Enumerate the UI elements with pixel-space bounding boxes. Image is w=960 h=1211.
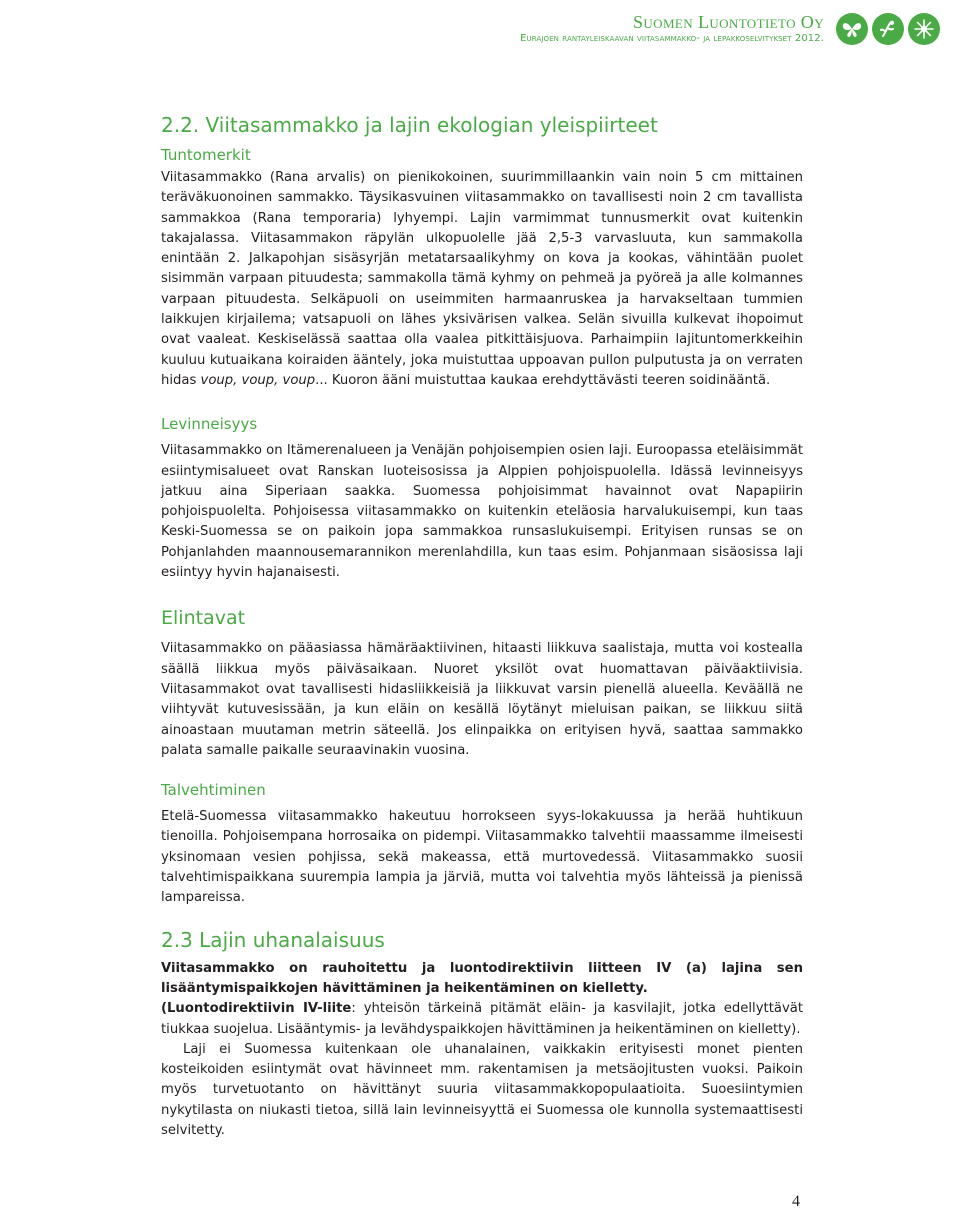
elintavat-paragraph: Viitasammakko on pääasiassa hämäräaktiivinen, hitaasti liikkuva saalistaja, mutta voi kostealla säällä liikkua myös päiväsaikaan. Nuoret yksilöt ovat huomattavan päiväaktiivisia. Viitasammakot ovat tavallisesti hidasliikkeisiä ja liikkuvat varsin pienellä alueella. Keväällä ne viihtyvät kutuvesissään, ja kun eläin on kesällä löytänyt mieluisan paikan, se liikkuu siitä ainoastaan muutaman metrin säteellä. Jos elinpaikka on erityisen hyvä, saattaa sammakko palata samalle paikalle seuraavinakin vuosina. bbox=[161, 641, 803, 758]
main-content bbox=[161, 112, 803, 1141]
report-subtitle: Eurajoen rantayleiskaavan viitasammakko- ja lepakkoselvitykset 2012. bbox=[520, 33, 824, 44]
levinneisyys-heading: Levinneisyys bbox=[161, 415, 258, 434]
elintavat-heading: Elintavat bbox=[161, 607, 246, 630]
protection-statement bbox=[161, 959, 803, 1000]
tuntomerkit-heading: Tuntomerkit bbox=[161, 146, 251, 164]
page-number: 4 bbox=[792, 1193, 800, 1210]
protection-bold-text: Viitasammakko on rauhoitettu ja luontodirektiivin liitteen IV (a) lajina sen lisääntymispaikkojen hävittäminen ja heikentäminen on kielletty. bbox=[161, 960, 803, 996]
flower-icon bbox=[908, 13, 940, 45]
tuntomerkit-paragraph bbox=[161, 168, 803, 391]
company-name: Suomen Luontotieto Oy bbox=[632, 12, 824, 32]
tuntomerkit-italic: voup, voup, voup bbox=[200, 372, 316, 388]
tuntomerkit-text-2: ... Kuoron ääni muistuttaa kaukaa erehdyttävästi teeren soidinääntä. bbox=[315, 372, 771, 388]
directive-note-text: : yhteisön tärkeinä pitämät eläin- ja kasvilajit, jotka edellyttävät tiukkaa suojelua. Lisääntymis- ja levähdyspaikkojen hävittäminen ja heikentäminen on kielletty). bbox=[161, 1001, 804, 1037]
directive-note bbox=[161, 999, 803, 1040]
frog-icon bbox=[872, 13, 904, 45]
page-header bbox=[520, 12, 940, 46]
butterfly-icon bbox=[836, 13, 868, 45]
talvehtiminen-heading: Talvehtiminen bbox=[161, 781, 266, 800]
levinneisyys-paragraph: Viitasammakko on Itämerenalueen ja Venäjän pohjoisempien osien laji. Euroopassa eteläisimmät esiintymisalueet ovat Ranskan luoteisosissa ja Alppien pohjoispuolella. Idässä levinneisyys jatkuu aina Siperiaan saakka. Suomessa pohjoisimmat havainnot ovat Napapiirin pohjoispuolelta. Pohjoisessa viitasammakko on kuitenkin eteläosia harvalukuisempi, kun taas Keski-Suomessa se on paikoin jopa sammakkoa runsaslukuisempi. Erityisen runsas se on Pohjanlahden maannousemarannikon merenlahdilla, kun taas esim. Pohjanmaan sisäosissa laji esiintyy hyvin hajanaisesti. bbox=[161, 443, 803, 581]
section-2-3-title: 2.3 Lajin uhanalaisuus bbox=[161, 927, 385, 952]
directive-note-bold: (Luontodirektiivin IV-liite bbox=[161, 1001, 352, 1017]
tuntomerkit-text-1: Viitasammakko (Rana arvalis) on pienikokoinen, suurimmillaankin vain noin 5 cm mittainen teräväkuonoinen sammakko. Täysikasvuinen viitasammakko on tavallisesti noin 2 cm tavallista sammakkoa (Rana temporaria) lyhyempi. Lajin varmimmat tunnusmerkit ovat kuitenkin takajalassa. Viitasammakon räpylän ulkopuolelle jää 2,5-3 varvasluuta, kun sammakolla enintään 2. Jalkapohjan sisäsyrjän metatarsaalikyhmy on kova ja kookas, vähintään puolet sisimmän varpaan pituudesta; sammakolla tämä kyhmy on pehmeä ja pyöreä ja alle kolmannes varpaan pituudesta. Selkäpuoli on useimmiten harmaanruskea ja harvakseltaan tummien laikkujen kirjailema; vatsapuoli on lähes yksivärisen valkea. Selän sivuilla kulkevat ihopoimut ovat vaaleat. Keskiselässä saattaa olla vaalea pitkittäisjuova. Parhaimpiin lajituntomerkkeihin kuuluu kutuaikana koiraiden ääntely, joka muistuttaa uppoavan pullon pulputusta ja on verraten hidas bbox=[161, 170, 803, 388]
header-text bbox=[520, 12, 824, 46]
section-2-2-title: 2.2. Viitasammakko ja lajin ekologian yleispiirteet bbox=[161, 113, 658, 137]
talvehtiminen-paragraph: Etelä-Suomessa viitasammakko hakeutuu horrokseen syys-lokakuussa ja herää huhtikuun tienoilla. Pohjoisempana horrosaika on pidempi. Viitasammakko talvehtii maassamme ilmeisesti yksinomaan vesien pohjissa, sekä makeassa, että murtovedessä. Viitasammakko suosii talvehtimispaikkana suurempia lampia ja järviä, mutta voi talvehtia myös lähteissä ja pienissä lampareissa. bbox=[161, 809, 803, 906]
threat-status-paragraph: Laji ei Suomessa kuitenkaan ole uhanalainen, vaikkakin erityisesti monet pienten kosteikoiden esiintymät ovat hävinneet mm. rakentamisen ja metsäojitusten vuoksi. Paikoin myös turvetuotanto on hävittänyt suuria viitasammakkopopulaatioita. Suoesiintymien nykytilasta on niukasti tietoa, sillä lain levinneisyyttä ei Suomessa ole kunnolla systemaattisesti selvitetty. bbox=[161, 1041, 803, 1138]
